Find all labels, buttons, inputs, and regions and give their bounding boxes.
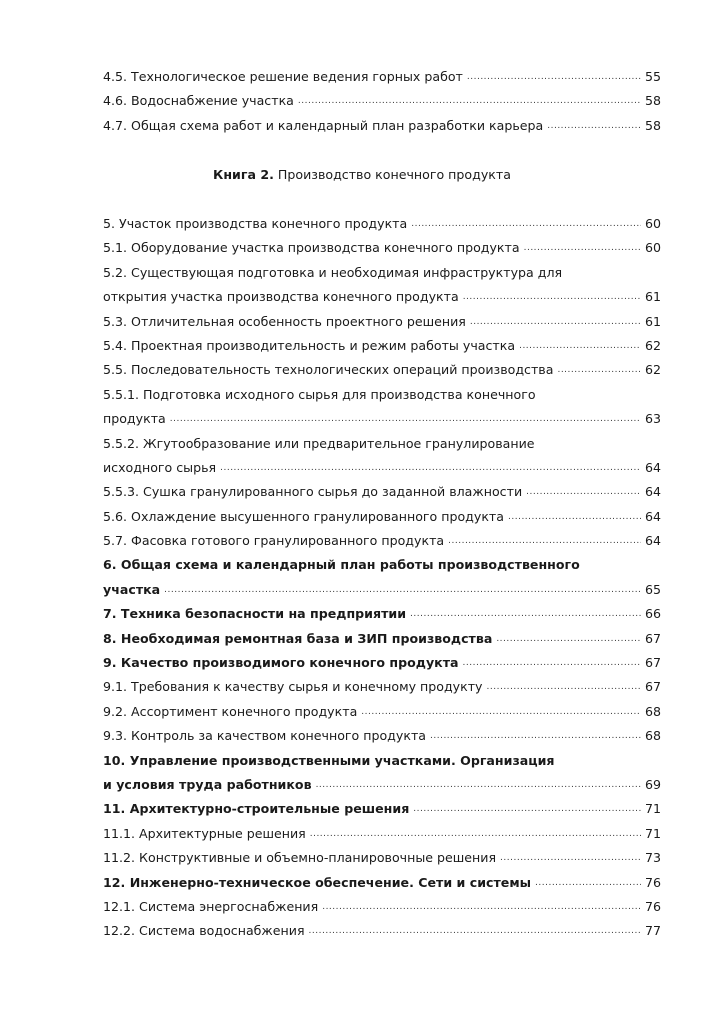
toc-entry-line[interactable]	[103, 773, 661, 797]
dot-leader	[547, 114, 641, 138]
toc-entry-line[interactable]	[103, 407, 661, 431]
dot-leader	[508, 505, 641, 529]
dot-leader	[298, 89, 641, 113]
toc-page-number: 67	[644, 630, 661, 646]
toc-entry-title: 8. Необходимая ремонтная база и ЗИП производства	[103, 630, 493, 646]
toc-entry-title: 5.2. Существующая подготовка и необходимая инфраструктура для	[103, 264, 563, 280]
toc-page-number: 68	[644, 703, 661, 719]
toc-page-number: 76	[644, 874, 661, 890]
toc-entry[interactable]	[103, 114, 661, 138]
toc-entry-title: 11.2. Конструктивные и объемно-планировочные решения	[103, 850, 497, 866]
toc-page-number: 55	[644, 69, 661, 84]
toc-page-number: 68	[644, 728, 661, 744]
toc-entry[interactable]	[103, 212, 661, 236]
dot-leader	[448, 529, 641, 553]
toc-entry-title: 11.1. Архитектурные решения	[103, 825, 306, 841]
book-heading	[0, 163, 724, 187]
toc-entry[interactable]	[103, 895, 661, 919]
dot-leader	[316, 773, 641, 797]
toc-entry[interactable]	[103, 700, 661, 724]
toc-entry-title: 6. Общая схема и календарный план работы производственного	[103, 557, 580, 573]
dot-leader	[170, 407, 641, 431]
toc-page-number: 58	[644, 117, 661, 133]
toc-entry-title: 5.4. Проектная производительность и режим работы участка	[103, 337, 516, 353]
toc-page-number: 64	[644, 508, 661, 524]
toc-entry-title: 4.6. Водоснабжение участка	[103, 93, 294, 109]
toc-entry-line[interactable]	[103, 261, 661, 285]
toc-entry[interactable]	[103, 797, 661, 821]
toc-page-number: 67	[644, 655, 661, 671]
toc-entry-title: 4.7. Общая схема работ и календарный план разработки карьера	[103, 117, 544, 133]
toc-book2	[103, 212, 661, 944]
toc-entry-title-continued: исходного сырья	[103, 459, 217, 475]
dot-leader	[487, 675, 641, 699]
book-label: Книга 2.	[213, 167, 274, 182]
toc-entry-title: 9. Качество производимого конечного продукта	[103, 655, 459, 671]
toc-entry-title: 11. Архитектурно-строительные решения	[103, 801, 410, 817]
toc-entry-title: 5.5. Последовательность технологических операций производства	[103, 362, 554, 378]
toc-entry-line[interactable]	[103, 578, 661, 602]
toc-page-number: 63	[644, 411, 661, 427]
toc-entry-title: 5.5.1. Подготовка исходного сырья для производства конечного	[103, 386, 536, 402]
toc-page-number: 58	[644, 93, 661, 109]
toc-entry[interactable]	[103, 822, 661, 846]
toc-entry-title: 12.1. Система энергоснабжения	[103, 898, 319, 914]
dot-leader	[470, 310, 641, 334]
dot-leader	[535, 871, 641, 895]
toc-page-number: 64	[644, 484, 661, 500]
dot-leader	[310, 822, 641, 846]
toc-entry-title: 12.2. Система водоснабжения	[103, 923, 305, 939]
toc-entry[interactable]	[103, 919, 661, 943]
toc-entry-line[interactable]	[103, 432, 661, 456]
dot-leader	[410, 602, 641, 626]
toc-entry-title: 9.2. Ассортимент конечного продукта	[103, 703, 358, 719]
toc-entry[interactable]	[103, 675, 661, 699]
toc-entry[interactable]	[103, 724, 661, 748]
dot-leader	[220, 456, 641, 480]
toc-entry-title: 5.3. Отличительная особенность проектного решения	[103, 313, 466, 329]
toc-entry[interactable]	[103, 505, 661, 529]
toc-entry-line[interactable]	[103, 553, 661, 577]
toc-page-number: 71	[644, 801, 661, 817]
dot-leader	[430, 724, 641, 748]
toc-entry[interactable]	[103, 65, 661, 89]
toc-page-number: 69	[644, 776, 661, 792]
toc-entry-title: 5.5.2. Жгутообразование или предварительное гранулирование	[103, 435, 535, 451]
toc-entry-title: 5.7. Фасовка готового гранулированного продукта	[103, 533, 445, 549]
toc-page-number: 71	[644, 825, 661, 841]
toc-page-number: 64	[644, 459, 661, 475]
toc-entry-title-continued: участка	[103, 581, 161, 597]
toc-page-number: 60	[644, 240, 661, 256]
toc-entry-title: 5.1. Оборудование участка производства конечного продукта	[103, 240, 520, 256]
toc-entry[interactable]	[103, 529, 661, 553]
toc-entry[interactable]	[103, 236, 661, 260]
toc-page-number: 62	[644, 362, 661, 378]
toc-entry-line[interactable]	[103, 285, 661, 309]
dot-leader	[467, 65, 641, 89]
dot-leader	[496, 627, 641, 651]
toc-page-number: 64	[644, 533, 661, 549]
dot-leader	[463, 285, 641, 309]
toc-entry-title: 5.5.3. Сушка гранулированного сырья до заданной влажности	[103, 484, 523, 500]
toc-page-number: 65	[644, 581, 661, 597]
toc-entry[interactable]	[103, 89, 661, 113]
dot-leader	[322, 895, 641, 919]
toc-entry[interactable]	[103, 480, 661, 504]
toc-entry-title: 5. Участок производства конечного продукта	[103, 216, 408, 231]
toc-entry[interactable]	[103, 627, 661, 651]
dot-leader	[526, 480, 641, 504]
toc-page-number: 60	[644, 216, 661, 231]
dot-leader	[411, 212, 641, 236]
toc-entry-title-continued: открытия участка производства конечного продукта	[103, 289, 459, 305]
dot-leader	[463, 651, 641, 675]
toc-entry-title: 9.3. Контроль за качеством конечного продукта	[103, 728, 426, 744]
toc-page-number: 66	[644, 606, 661, 622]
toc-entry[interactable]	[103, 871, 661, 895]
toc-entry-title: 12. Инженерно-техническое обеспечение. Сети и системы	[103, 874, 532, 890]
toc-page-number: 61	[644, 313, 661, 329]
dot-leader	[361, 700, 641, 724]
toc-entry-title: 7. Техника безопасности на предприятии	[103, 606, 407, 622]
toc-page-number: 62	[644, 337, 661, 353]
toc-entry-title-continued: и условия труда работников	[103, 776, 312, 792]
toc-entry-line[interactable]	[103, 383, 661, 407]
toc-page-number: 73	[644, 850, 661, 866]
toc-page-number: 76	[644, 898, 661, 914]
toc-entry-line[interactable]	[103, 749, 661, 773]
toc-entry-title: 10. Управление производственными участками. Организация	[103, 752, 555, 768]
dot-leader	[519, 334, 641, 358]
toc-entry[interactable]	[103, 310, 661, 334]
dot-leader	[413, 797, 641, 821]
toc-page-number: 77	[644, 923, 661, 939]
toc-entry[interactable]	[103, 651, 661, 675]
toc-entry-title-continued: продукта	[103, 411, 166, 427]
toc-book1-tail	[103, 65, 661, 138]
toc-page-number: 61	[644, 289, 661, 305]
dot-leader	[557, 358, 641, 382]
toc-page-number: 67	[644, 679, 661, 695]
dot-leader	[309, 919, 641, 943]
dot-leader	[164, 578, 641, 602]
toc-entry-line[interactable]	[103, 456, 661, 480]
toc-entry[interactable]	[103, 602, 661, 626]
book-title: Производство конечного продукта	[277, 167, 511, 182]
dot-leader	[524, 236, 641, 260]
toc-entry-title: 9.1. Требования к качеству сырья и конечному продукту	[103, 679, 483, 695]
toc-entry-title: 4.5. Технологическое решение ведения горных работ	[103, 69, 463, 84]
toc-entry[interactable]	[103, 334, 661, 358]
toc-entry[interactable]	[103, 358, 661, 382]
toc-entry[interactable]	[103, 846, 661, 870]
toc-entry-title: 5.6. Охлаждение высушенного гранулированного продукта	[103, 508, 504, 524]
dot-leader	[500, 846, 641, 870]
